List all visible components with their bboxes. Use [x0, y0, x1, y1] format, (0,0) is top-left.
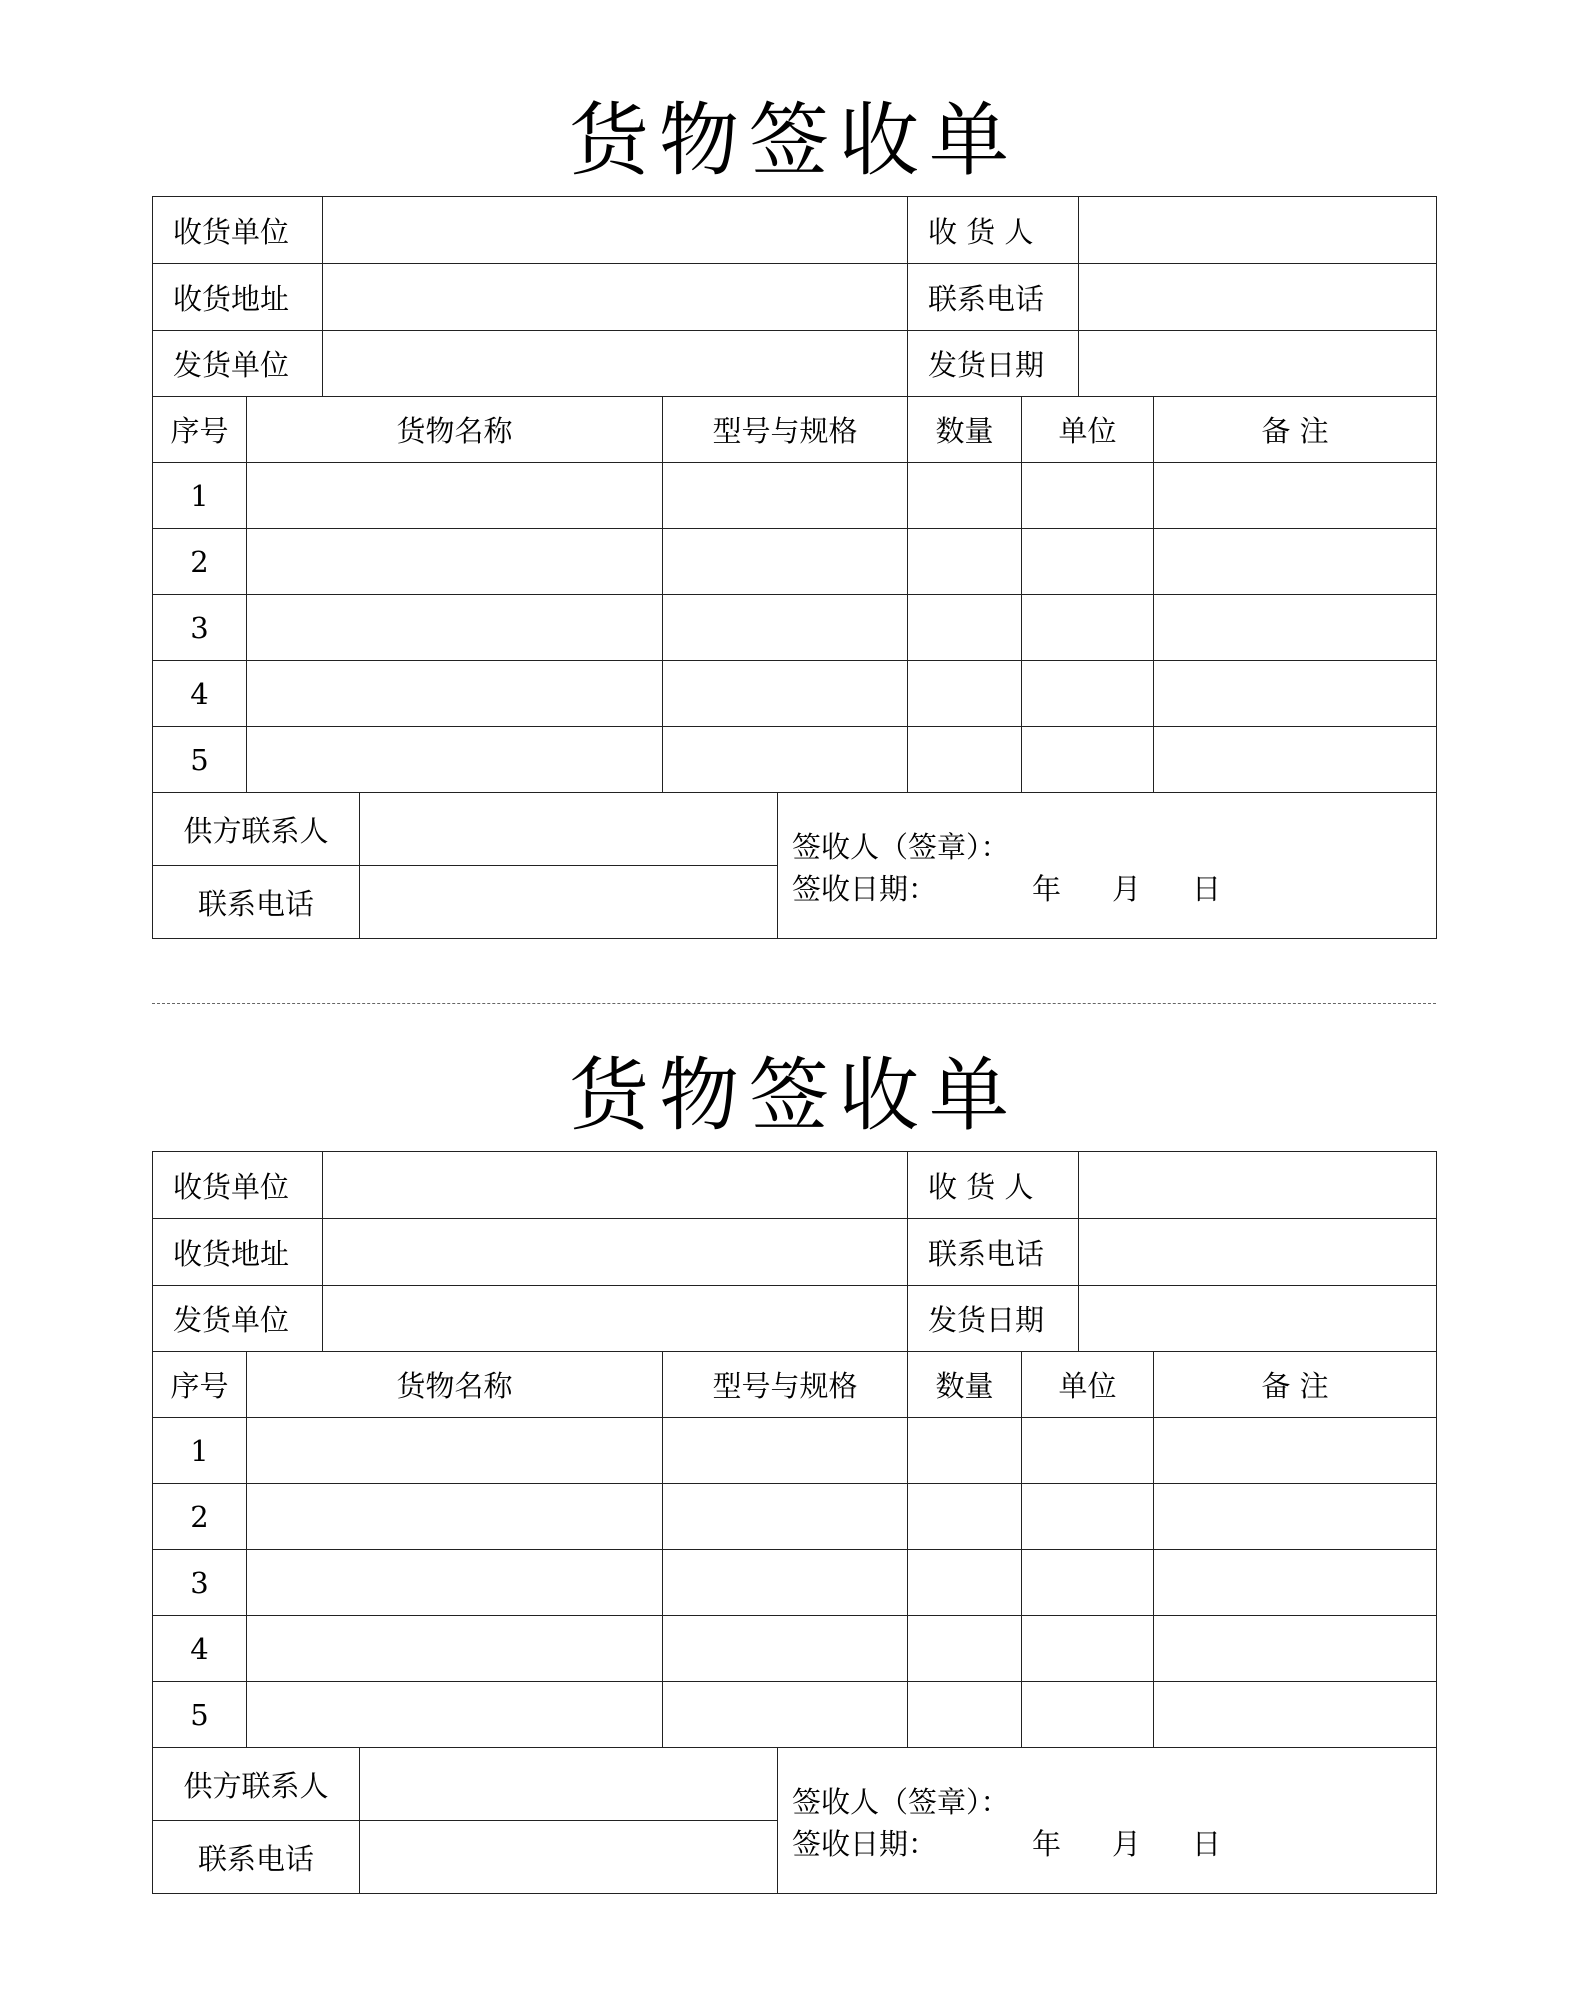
unit-cell[interactable] [1022, 661, 1154, 727]
receiver-address-label: 收货地址 [153, 1219, 323, 1286]
supplier-contact-field[interactable] [360, 1748, 778, 1821]
header-quantity: 数量 [908, 1352, 1022, 1418]
header-unit: 单位 [1022, 1352, 1154, 1418]
header-remarks: 备 注 [1154, 1352, 1437, 1418]
table-row [153, 1550, 1437, 1616]
shipper-unit-field[interactable] [323, 331, 908, 397]
signature-table [152, 1747, 1437, 1894]
phone-label: 联系电话 [908, 264, 1079, 331]
signer-label: 签收人（签章）： [792, 829, 1010, 864]
table-row [153, 463, 1437, 529]
unit-cell[interactable] [1022, 463, 1154, 529]
receiver-address-label: 收货地址 [153, 264, 323, 331]
remarks-cell[interactable] [1154, 595, 1437, 661]
year-label: 年 [1032, 1826, 1062, 1861]
quantity-cell[interactable] [908, 661, 1022, 727]
receiver-field[interactable] [1079, 197, 1437, 264]
remarks-cell[interactable] [1154, 1616, 1437, 1682]
table-row [153, 661, 1437, 727]
row-index: 2 [153, 1484, 247, 1550]
sign-date-line [792, 1823, 1422, 1865]
table-row [153, 595, 1437, 661]
goods-name-cell[interactable] [247, 595, 663, 661]
goods-name-cell[interactable] [247, 661, 663, 727]
month-label: 月 [1112, 1826, 1142, 1861]
table-row [153, 529, 1437, 595]
model-spec-cell[interactable] [663, 529, 908, 595]
contact-phone-field[interactable] [360, 866, 778, 939]
model-spec-cell[interactable] [663, 463, 908, 529]
goods-header-row [153, 1352, 1437, 1418]
row-index: 1 [153, 463, 247, 529]
receiver-info-table [152, 196, 1437, 397]
goods-name-cell[interactable] [247, 1616, 663, 1682]
model-spec-cell[interactable] [663, 661, 908, 727]
contact-phone-field[interactable] [360, 1821, 778, 1894]
model-spec-cell[interactable] [663, 1484, 908, 1550]
remarks-cell[interactable] [1154, 463, 1437, 529]
remarks-cell[interactable] [1154, 727, 1437, 793]
quantity-cell[interactable] [908, 595, 1022, 661]
header-index: 序号 [153, 1352, 247, 1418]
model-spec-cell[interactable] [663, 595, 908, 661]
form-title: 货物签收单 [569, 1049, 1019, 1142]
header-model-spec: 型号与规格 [663, 397, 908, 463]
unit-cell[interactable] [1022, 1550, 1154, 1616]
sign-date-line [792, 868, 1422, 910]
quantity-cell[interactable] [908, 1616, 1022, 1682]
quantity-cell[interactable] [908, 727, 1022, 793]
cut-line-divider [152, 1003, 1436, 1004]
unit-cell[interactable] [1022, 727, 1154, 793]
table-row [153, 727, 1437, 793]
day-label: 日 [1192, 871, 1222, 906]
receipt-form-1 [152, 86, 1436, 939]
remarks-cell[interactable] [1154, 1682, 1437, 1748]
remarks-cell[interactable] [1154, 529, 1437, 595]
row-index: 1 [153, 1418, 247, 1484]
header-unit: 单位 [1022, 397, 1154, 463]
header-remarks: 备 注 [1154, 397, 1437, 463]
receiver-label: 收 货 人 [908, 197, 1079, 264]
unit-cell[interactable] [1022, 595, 1154, 661]
receiver-address-field[interactable] [323, 264, 908, 331]
model-spec-cell[interactable] [663, 727, 908, 793]
shipper-unit-field[interactable] [323, 1286, 908, 1352]
month-label: 月 [1112, 871, 1142, 906]
goods-table [152, 396, 1437, 793]
shipper-unit-label: 发货单位 [153, 1286, 323, 1352]
ship-date-field[interactable] [1079, 1286, 1437, 1352]
day-label: 日 [1192, 1826, 1222, 1861]
model-spec-cell[interactable] [663, 1616, 908, 1682]
receiver-unit-field[interactable] [323, 1152, 908, 1219]
row-index: 4 [153, 1616, 247, 1682]
goods-table [152, 1351, 1437, 1748]
goods-name-cell[interactable] [247, 1682, 663, 1748]
sign-date-label: 签收日期： [792, 871, 938, 906]
phone-label: 联系电话 [908, 1219, 1079, 1286]
sign-date-label: 签收日期： [792, 1826, 938, 1861]
header-index: 序号 [153, 397, 247, 463]
phone-field[interactable] [1079, 1219, 1437, 1286]
year-label: 年 [1032, 871, 1062, 906]
unit-cell[interactable] [1022, 1418, 1154, 1484]
header-quantity: 数量 [908, 397, 1022, 463]
row-index: 5 [153, 727, 247, 793]
signature-area[interactable] [778, 1748, 1437, 1894]
contact-phone-label: 联系电话 [153, 1821, 360, 1894]
contact-phone-label: 联系电话 [153, 866, 360, 939]
goods-header-row [153, 397, 1437, 463]
model-spec-cell[interactable] [663, 1550, 908, 1616]
supplier-contact-field[interactable] [360, 793, 778, 866]
table-row [153, 1418, 1437, 1484]
model-spec-cell[interactable] [663, 1682, 908, 1748]
row-index: 5 [153, 1682, 247, 1748]
receiver-unit-field[interactable] [323, 197, 908, 264]
unit-cell[interactable] [1022, 1616, 1154, 1682]
header-model-spec: 型号与规格 [663, 1352, 908, 1418]
signature-area[interactable] [778, 793, 1437, 939]
receiver-address-field[interactable] [323, 1219, 908, 1286]
table-row [153, 1682, 1437, 1748]
goods-name-cell[interactable] [247, 727, 663, 793]
ship-date-label: 发货日期 [908, 1286, 1079, 1352]
shipper-unit-label: 发货单位 [153, 331, 323, 397]
row-index: 2 [153, 529, 247, 595]
receipt-form-2 [152, 1041, 1436, 1894]
model-spec-cell[interactable] [663, 1418, 908, 1484]
goods-name-cell[interactable] [247, 1550, 663, 1616]
table-row [153, 1616, 1437, 1682]
header-goods-name: 货物名称 [247, 1352, 663, 1418]
quantity-cell[interactable] [908, 1418, 1022, 1484]
phone-field[interactable] [1079, 264, 1437, 331]
row-index: 4 [153, 661, 247, 727]
unit-cell[interactable] [1022, 529, 1154, 595]
remarks-cell[interactable] [1154, 1418, 1437, 1484]
quantity-cell[interactable] [908, 1682, 1022, 1748]
supplier-contact-label: 供方联系人 [153, 1748, 360, 1821]
signature-table [152, 792, 1437, 939]
unit-cell[interactable] [1022, 1484, 1154, 1550]
quantity-cell[interactable] [908, 529, 1022, 595]
receiver-label: 收 货 人 [908, 1152, 1079, 1219]
table-row [153, 1484, 1437, 1550]
remarks-cell[interactable] [1154, 1484, 1437, 1550]
ship-date-label: 发货日期 [908, 331, 1079, 397]
form-title: 货物签收单 [569, 94, 1019, 187]
unit-cell[interactable] [1022, 1682, 1154, 1748]
quantity-cell[interactable] [908, 463, 1022, 529]
goods-name-cell[interactable] [247, 1418, 663, 1484]
goods-name-cell[interactable] [247, 529, 663, 595]
receiver-field[interactable] [1079, 1152, 1437, 1219]
row-index: 3 [153, 1550, 247, 1616]
header-goods-name: 货物名称 [247, 397, 663, 463]
receiver-unit-label: 收货单位 [153, 1152, 323, 1219]
goods-name-cell[interactable] [247, 463, 663, 529]
receiver-unit-label: 收货单位 [153, 197, 323, 264]
remarks-cell[interactable] [1154, 661, 1437, 727]
quantity-cell[interactable] [908, 1550, 1022, 1616]
supplier-contact-label: 供方联系人 [153, 793, 360, 866]
signer-label: 签收人（签章）： [792, 1784, 1010, 1819]
remarks-cell[interactable] [1154, 1550, 1437, 1616]
goods-name-cell[interactable] [247, 1484, 663, 1550]
row-index: 3 [153, 595, 247, 661]
quantity-cell[interactable] [908, 1484, 1022, 1550]
receiver-info-table [152, 1151, 1437, 1352]
ship-date-field[interactable] [1079, 331, 1437, 397]
